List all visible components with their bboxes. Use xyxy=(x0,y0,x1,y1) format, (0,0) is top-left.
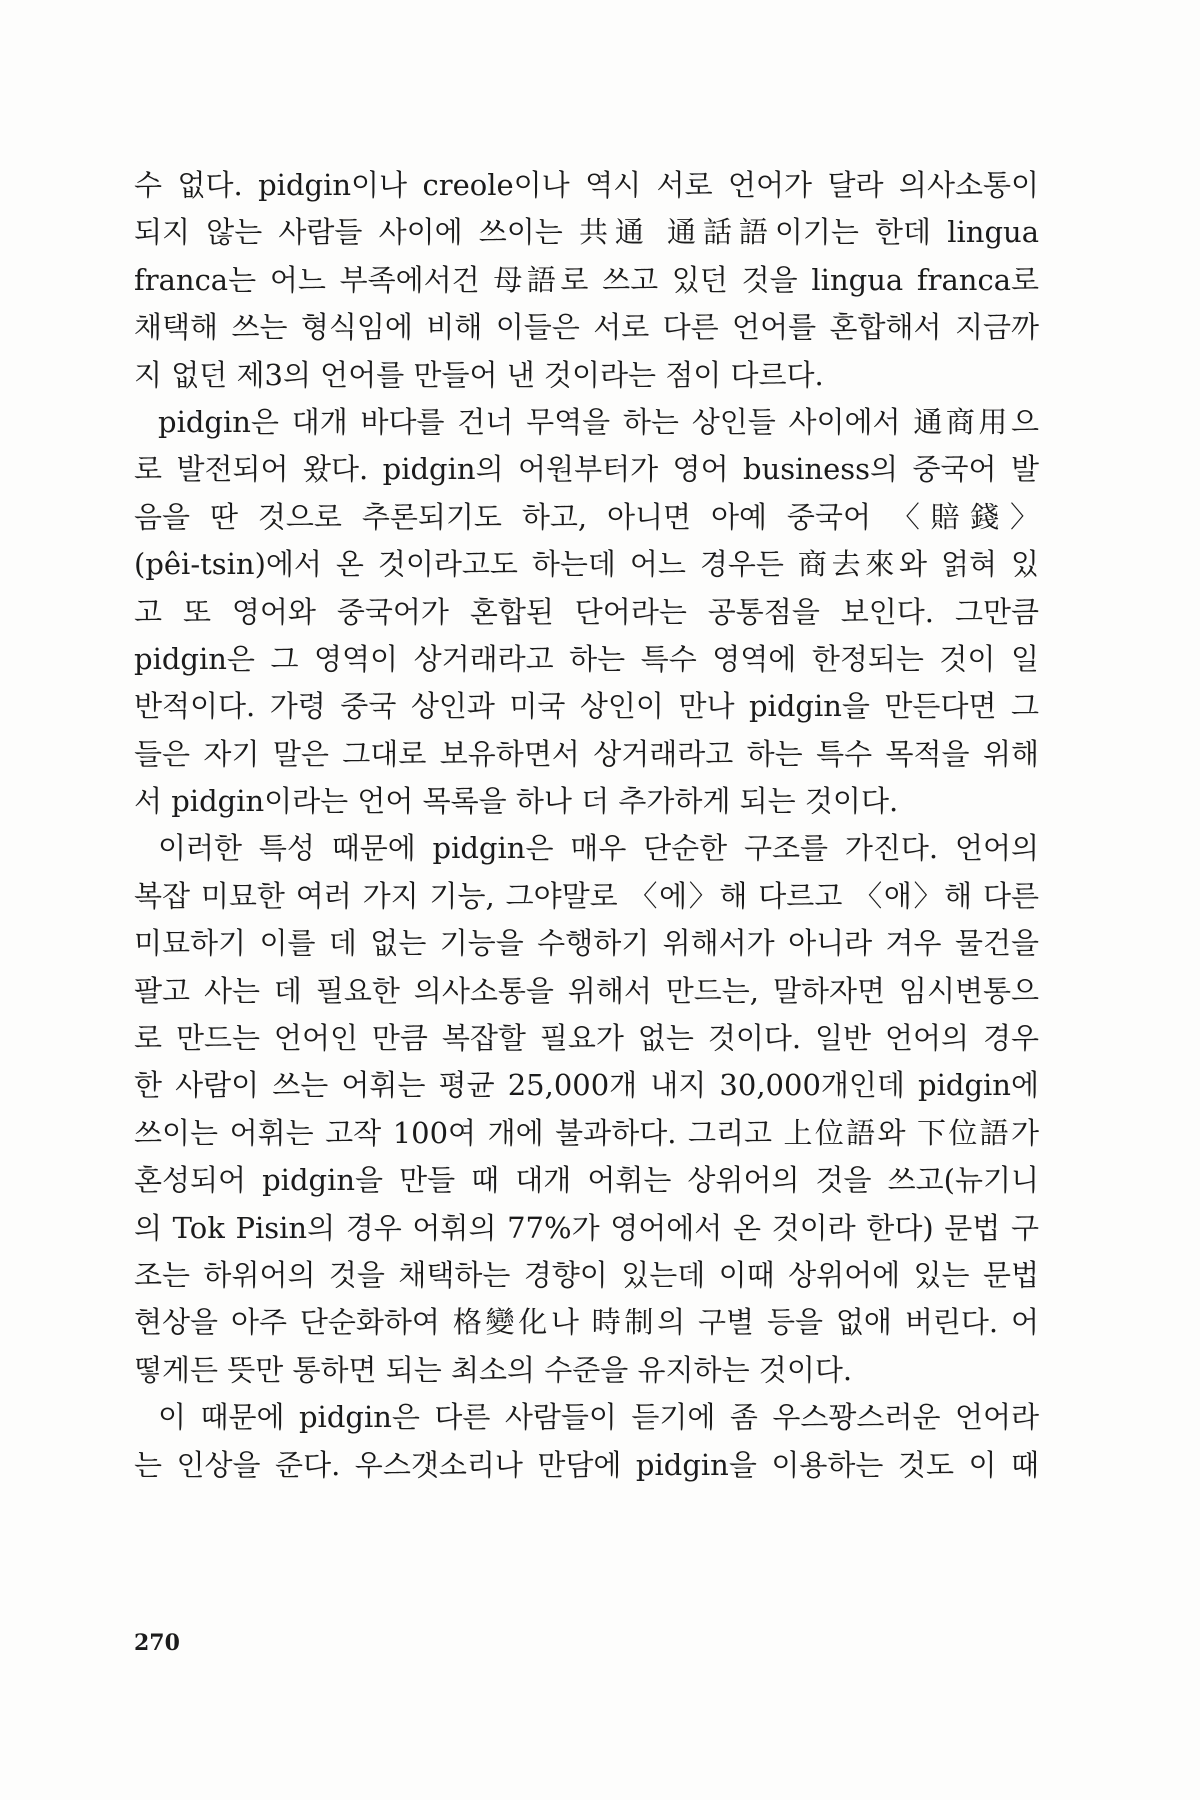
paragraph-first-line: pidgin은 대개 바다를 건너 무역을 하는 상인들 사이에서 通商用으 xyxy=(158,404,1039,439)
text-line: 로 발전되어 왔다. pidgin의 어원부터가 영어 business의 중국어 발 xyxy=(134,452,1039,487)
text-line: 서 pidgin이라는 언어 목록을 하나 더 추가하게 되는 것이다. xyxy=(134,784,899,819)
text-line: 한 사람이 쓰는 어휘는 평균 25,000개 내지 30,000개인데 pidgin에 xyxy=(134,1068,1039,1103)
text-line: 팔고 사는 데 필요한 의사소통을 위해서 만드는, 말하자면 임시변통으 xyxy=(134,973,1039,1008)
text-line: 쓰이는 어휘는 고작 100여 개에 불과하다. 그리고 上位語와 下位語가 xyxy=(134,1115,1039,1150)
text-line: franca는 어느 부족에서건 母語로 쓰고 있던 것을 lingua franca로 xyxy=(134,262,1039,297)
text-line: 혼성되어 pidgin을 만들 때 대개 어휘는 상위어의 것을 쓰고(뉴기니 xyxy=(134,1163,1039,1198)
text-line: 미묘하기 이를 데 없는 기능을 수행하기 위해서가 아니라 겨우 물건을 xyxy=(134,926,1039,961)
text-line: 음을 딴 것으로 추론되기도 하고, 아니면 아예 중국어 〈賠錢〉 xyxy=(134,499,1039,534)
text-line: 떻게든 뜻만 통하면 되는 최소의 수준을 유지하는 것이다. xyxy=(134,1352,853,1387)
text-line: pidgin은 그 영역이 상거래라고 하는 특수 영역에 한정되는 것이 일 xyxy=(134,641,1039,676)
body-text xyxy=(134,162,1039,1489)
text-line: 조는 하위어의 것을 채택하는 경향이 있는데 이때 상위어에 있는 문법 xyxy=(134,1257,1039,1292)
text-line: 복잡 미묘한 여러 가지 기능, 그야말로 〈에〉해 다르고 〈애〉해 다른 xyxy=(134,878,1039,913)
text-line: 고 또 영어와 중국어가 혼합된 단어라는 공통점을 보인다. 그만큼 xyxy=(134,594,1039,629)
text-line: 지 없던 제3의 언어를 만들어 낸 것이라는 점이 다르다. xyxy=(134,357,824,392)
text-line: 반적이다. 가령 중국 상인과 미국 상인이 만나 pidgin을 만든다면 그 xyxy=(134,689,1039,724)
text-line: 채택해 쓰는 형식임에 비해 이들은 서로 다른 언어를 혼합해서 지금까 xyxy=(134,310,1039,345)
paragraph-first-line: 이러한 특성 때문에 pidgin은 매우 단순한 구조를 가진다. 언어의 xyxy=(158,831,1039,866)
text-line: 현상을 아주 단순화하여 格變化나 時制의 구별 등을 없애 버린다. 어 xyxy=(134,1305,1039,1340)
text-line: (pêi-tsin)에서 온 것이라고도 하는데 어느 경우든 商去來와 얽혀 있 xyxy=(134,547,1039,582)
text-line: 의 Tok Pisin의 경우 어휘의 77%가 영어에서 온 것이라 한다) 문법 구 xyxy=(134,1210,1039,1245)
text-line: 되지 않는 사람들 사이에 쓰이는 共通 通話語이기는 한데 lingua xyxy=(134,215,1039,250)
paragraph-first-line: 이 때문에 pidgin은 다른 사람들이 듣기에 좀 우스꽝스러운 언어라 xyxy=(158,1400,1039,1435)
text-line: 들은 자기 말은 그대로 보유하면서 상거래라고 하는 특수 목적을 위해 xyxy=(134,736,1039,771)
text-line: 는 인상을 준다. 우스갯소리나 만담에 pidgin을 이용하는 것도 이 때 xyxy=(134,1447,1039,1482)
text-line: 수 없다. pidgin이나 creole이나 역시 서로 언어가 달라 의사소통이 xyxy=(134,168,1039,202)
text-line: 로 만드는 언어인 만큼 복잡할 필요가 없는 것이다. 일반 언어의 경우 xyxy=(134,1021,1039,1056)
page-number: 270 xyxy=(134,1630,180,1656)
